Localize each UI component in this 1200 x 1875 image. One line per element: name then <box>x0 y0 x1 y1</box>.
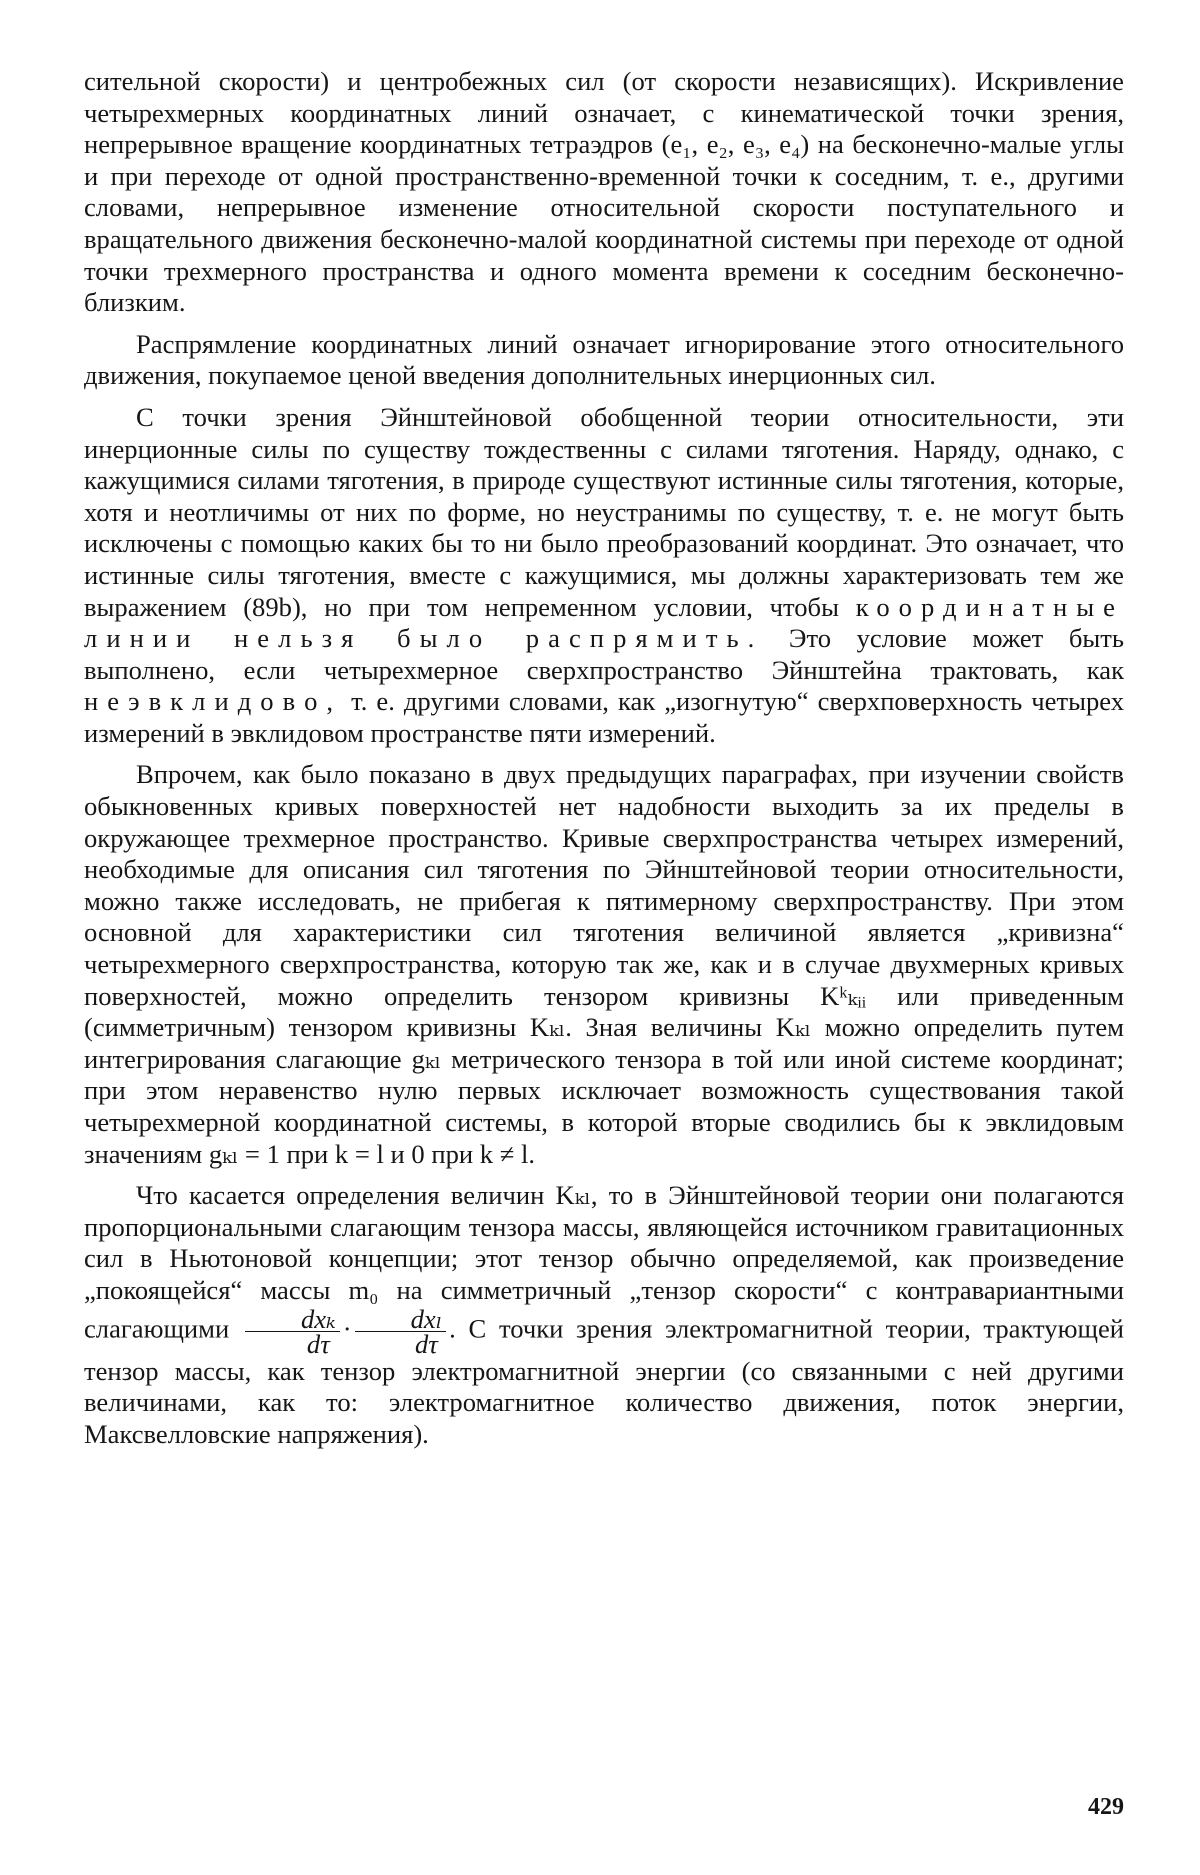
fraction-dxk-dtau <box>245 1303 340 1359</box>
paragraph-4: Впрочем, как было показано в двух предыдущих параграфах, при изучении свойств обыкновенных кривых поверхностей нет надобности выходить за их пределы в окружающее трехмерное пространство. Кривые сверхпространства четырех измерений, необходимые для описания сил тяготения по Эйнштейновой теории относительности, можно также исследовать, не прибегая к пятимерному сверхпространству. При этом основной для характеристики сил тяготения величиной является „кривизна“ четырехмерного сверхпространства, которую так же, как и в случае двухмерных кривых поверхностей, можно определить тензором кривизны Kᵏₖᵢᵢ или приведенным (симметричным) тензором кривизны Kₖₗ. Зная величины Kₖₗ можно определить путем интегрирования слагающие gₖₗ метрического тензора в той или иной системе координат; при этом неравенство нулю первых исключает возможность существования такой четырехмерной координатной системы, в которой вторые сводились бы к эвклидовым значениям gₖₗ = 1 при k = l и 0 при k ≠ l. <box>84 759 1124 1169</box>
fraction-2-numerator: dxₗ <box>355 1307 447 1332</box>
paragraph-5-text-a: Что касается определения величин Kₖₗ, то в Эйнштейновой теории они полагаются пропорциональными слагающим тензора массы, являющейся источником гравитационных сил в Ньютоновой концепции; этот тензор обычно определяемой, как произведение „покоящейся“ массы m₀ на симметричный „тензор скорости“ с контравариантными слагающими <box>84 1180 1124 1344</box>
paragraph-3-emphasis-2: неэвклидово, <box>84 686 343 717</box>
page-number: 429 <box>1088 1794 1124 1820</box>
paragraph-3-emphasis-1: координатные линии нельзя было распрямить. <box>84 591 1124 654</box>
paragraph-5-text-b: . С точки зрения электромагнитной теории, трактующей тензор массы, как тензор электромагнитной энергии (со связанными с ней другими величинами, как то: электромагнитное количество движения, поток энергии, Максвелловские напряжения). <box>84 1313 1124 1449</box>
fraction-dxl-dtau <box>355 1303 447 1359</box>
page-body <box>84 66 1124 1460</box>
fraction-2-denominator: dτ <box>414 1328 438 1359</box>
multiplication-dot: · <box>342 1313 352 1344</box>
paragraph-3-text-b: Это условие может быть выполнено, если четырехмерное сверхпространство Эйнштейна трактовать, как <box>84 623 1124 685</box>
paragraph-1: сительной скорости) и центробежных сил (от скорости независящих). Искривление четырехмерных координатных линий означает, с кинематической точки зрения, непрерывное вращение координатных тетраэдров (e₁, e₂, e₃, e₄) на бесконечно-малые углы и при переходе от одной пространственно-временной точки к соседним, т. е., другими словами, непрерывное изменение относительной скорости поступательного и вращательного движения бесконечно-малой координатной системы при переходе от одной точки трехмерного пространства и одного момента времени к соседним бесконечно-близким. <box>84 66 1124 318</box>
paragraph-3-text-a: С точки зрения Эйнштейновой обобщенной теории относительности, эти инерционные силы по существу тождественны с силами тяготения. Наряду, однако, с кажущимися силами тяготения, в природе существуют истинные силы тяготения, которые, хотя и неотличимы от них по форме, но неустранимы по существу, т. е. не могут быть исключены с помощью каких бы то ни было преобразований координат. Это означает, что истинные силы тяготения, вместе с кажущимися, мы должны характеризовать тем же выражением (89b), но при том непременном условии, чтобы <box>84 401 1124 622</box>
paragraph-5 <box>84 1180 1124 1450</box>
paragraph-2: Распрямление координатных линий означает игнорирование этого относительного движения, покупаемое ценой введения дополнительных инерционных сил. <box>84 328 1124 391</box>
paragraph-3-text-c: т. е. другими словами, как „изогнутую“ сверхповерхность четырех измерений в эвклидовом пространстве пяти измерений. <box>84 686 1124 748</box>
fraction-1-denominator: dτ <box>306 1328 330 1359</box>
paragraph-3 <box>84 402 1124 750</box>
fraction-1-numerator: dxₖ <box>245 1307 340 1332</box>
